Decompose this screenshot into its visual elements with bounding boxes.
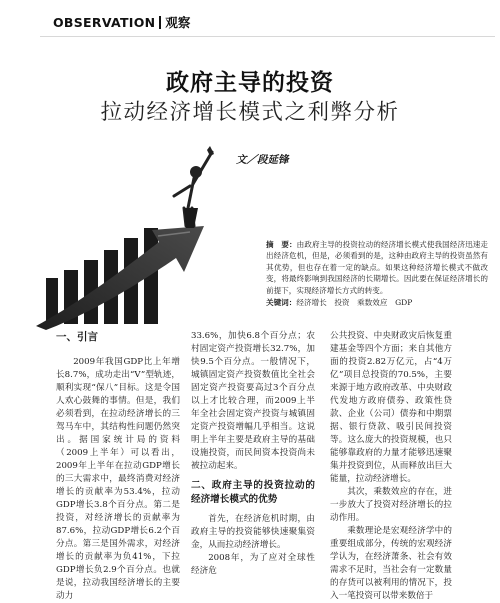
column-3-paragraph: 乘数理论是宏观经济学中的重要组成部分，传统的宏观经济学认为，在经济萧条、社会有效需求不足时，当社会有一定数量的存货可以被利用的情况下，投入一笔投资可以带来数倍于: [330, 526, 452, 601]
header-rule: [40, 36, 495, 37]
header-divider: [159, 16, 161, 29]
growth-arrow-illustration: [34, 130, 264, 330]
column-3-paragraph: 其次，乘数效应的存在，进一步放大了投资对经济增长的拉动作用。: [330, 487, 452, 523]
abstract-block: [266, 239, 488, 308]
abstract-label: 摘 要：: [266, 240, 297, 249]
column-3: [330, 330, 452, 603]
byline: 文／段延锋: [236, 154, 289, 166]
column-1: [56, 330, 180, 603]
column-2-paragraph: 33.6%，加快6.8个百分点；农村固定资产投资增长32.7%，加快9.5个百分点。一般情况下，城镇固定资产投资数值比全社会固定资产投资要高过3个百分点以上才比较合理，而2009上半年全社会固定资产投资与城镇固定资产投资增幅几乎相当。这说明上半年主要是政府主导的基础设施投资，而民间资本投资尚未被拉动起来。: [191, 331, 315, 471]
abstract-text: 由政府主导的投资拉动的经济增长模式使我国经济迅速走出经济危机，但是，必须看到的是，这种由政府主导的投资虽然有其优势，但也存在着一定的缺点。如果这种经济增长模式不做改变，将最终影响到我国经济的长期增长。因此要在保证经济增长的前提下，实现经济增长方式的转变。: [266, 240, 489, 295]
article-title: 政府主导的投资: [166, 70, 334, 96]
section-heading-intro: 一、引言: [56, 331, 98, 343]
keywords-line: [266, 297, 488, 308]
article-subtitle: 拉动经济增长模式之利弊分析: [100, 100, 400, 125]
column-2-paragraph: 首先，在经济危机时期，由政府主导的投资能够快速聚集资金，从而拉动经济增长。: [191, 514, 315, 550]
column-2: [191, 330, 315, 578]
column-2-paragraph: 2008年，为了应对全球性经济危: [191, 553, 315, 576]
keywords-label: 关键词：: [266, 298, 297, 308]
keywords-text: 经济增长 投资 乘数效应 GDP: [296, 298, 413, 308]
section-heading-advantages: 二、政府主导的投资拉动的经济增长模式的优势: [191, 480, 315, 505]
abstract-paragraph: [266, 239, 488, 296]
column-1-paragraph: 2009年我国GDP比上年增长8.7%，成功走出“V”型轨迹，顺利实现“保八”目标。这是令国人欢心鼓舞的事情。但是，我们必须看到，在拉动经济增长的三驾马车中，其结构性问题仍然突出。据国家统计局的资料（2009上半年）可以看出，2009年上半年在拉动GDP增长的三大需求中，最终消费对经济增长的贡献率为53.4%，拉动GDP增长3.8个百分点。第二是投资，对经济增长的贡献率为87.6%，拉动GDP增长6.2个百分点。第三是国外需求，对经济增长的贡献率为负41%，下拉GDP增长负2.9个百分点。也就是说，拉动我国经济增长的主要动力: [56, 357, 180, 601]
column-3-paragraph: 公共投资、中央财政灾后恢复重建基金等四个方面；来自其他方面的投资2.82万亿元，占“4万亿”项目总投资的70.5%，主要来源于地方政府改革、中央财政代发地方政府债券、政策性贷款、企业（公司）债券和中期票据、银行贷款、吸引民间投资等。这么庞大的投资规模，也只能够靠政府的力量才能够迅速聚集并投资到位，从而释放出巨大能量，拉动经济增长。: [330, 331, 452, 484]
section-name: 观察: [165, 15, 191, 30]
section-header: [53, 12, 190, 32]
section-brand: OBSERVATION: [53, 14, 156, 30]
